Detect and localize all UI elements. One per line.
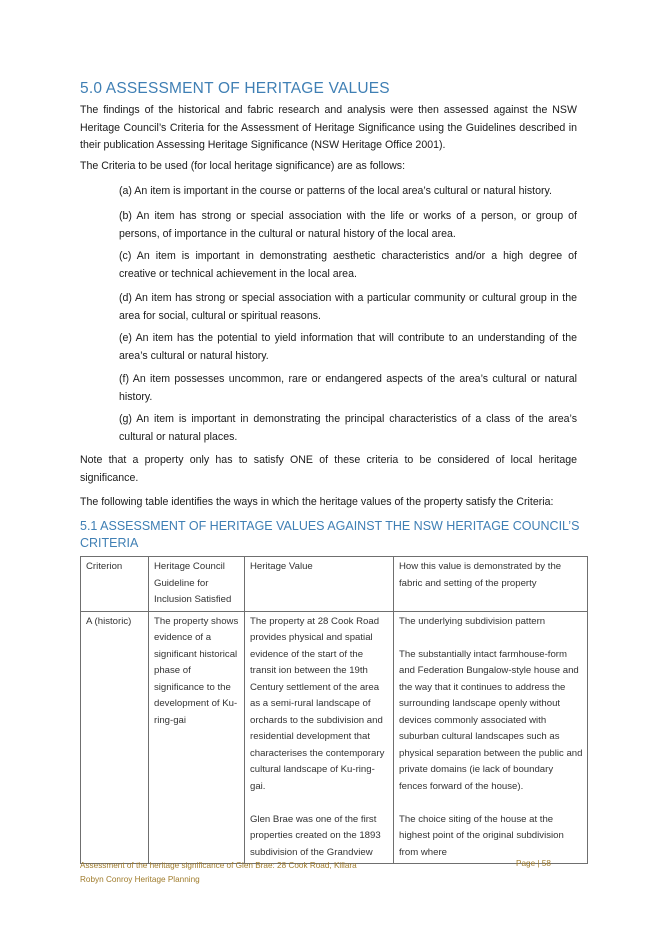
header-demonstration: How this value is demonstrated by the fabric and setting of the property (394, 557, 588, 612)
header-heritage-value: Heritage Value (245, 557, 394, 612)
header-criterion: Criterion (81, 557, 149, 612)
heritage-value-paragraph-1: The property at 28 Cook Road provides physical and spatial evidence of the start of the transit ion between the 19th Century settlement of the area as a semi-rural landscape of orchards to the subdivision and residential development that characterises the contemporary cultural landscape of Ku-ring-gai. (250, 615, 385, 792)
criterion-f: (f) An item possesses uncommon, rare or endangered aspects of the area’s cultural or natural history. (119, 373, 577, 403)
page-number: Page | 58 (516, 859, 551, 868)
criterion-b: (b) An item has strong or special association with the life or works of a person, or group of persons, of importance in the cultural or natural history of the local area. (119, 210, 577, 240)
table-row (81, 611, 588, 864)
table-header-row (81, 557, 588, 612)
demonstration-paragraph-3: The choice siting of the house at the highest point of the original subdivision from where (399, 813, 564, 858)
intro-paragraph: The findings of the historical and fabric research and analysis were then assessed against the NSW Heritage Council’s Criteria for the Assessment of Heritage Significance using the Guidelines described in their publication Assessing Heritage Significance (NSW Heritage Office 2001). (80, 104, 577, 151)
criteria-lead: The Criteria to be used (for local heritage significance) are as follows: (80, 160, 406, 172)
criterion-e: (e) An item has the potential to yield information that will contribute to an understanding of the area’s cultural or natural history. (119, 332, 577, 362)
cell-guideline: The property shows evidence of a significant historical phase of significance to the development of Ku-ring-gai (149, 611, 245, 864)
demonstration-paragraph-1: The underlying subdivision pattern (399, 615, 546, 627)
criterion-c: (c) An item is important in demonstrating aesthetic characteristics and/or a high degree of creative or technical achievement in the local area. (119, 250, 577, 280)
demonstration-paragraph-2: The substantially intact farmhouse-form and Federation Bungalow-style house and the way that it continues to address the surrounding landscape openly without devices commonly associated with suburban cultural landscapes such as physical separation between the public and private domains (ie lack of boundary fences forward of the house). (399, 648, 583, 792)
heritage-value-paragraph-2: Glen Brae was one of the first properties created on the 1893 subdivision of the Grandview (250, 813, 381, 858)
page-footer (80, 859, 357, 886)
footer-document-title: Assessment of the heritage significance of Glen Brae: 28 Cook Road, Killara (80, 861, 357, 870)
header-guideline: Heritage Council Guideline for Inclusion Satisfied (149, 557, 245, 612)
criterion-g: (g) An item is important in demonstrating the principal characteristics of a class of the area’s cultural or natural places. (119, 413, 577, 443)
criterion-d: (d) An item has strong or special association with a particular community or cultural group in the area for social, cultural or spiritual reasons. (119, 292, 577, 322)
section-heading: 5.0 ASSESSMENT OF HERITAGE VALUES (80, 80, 390, 97)
subsection-heading: 5.1 ASSESSMENT OF HERITAGE VALUES AGAINST THE NSW HERITAGE COUNCIL’S CRITERIA (80, 519, 580, 550)
cell-demonstration (394, 611, 588, 864)
footer-author: Robyn Conroy Heritage Planning (80, 874, 200, 884)
note-paragraph: Note that a property only has to satisfy ONE of these criteria to be considered of local heritage significance. (80, 454, 577, 484)
cell-criterion: A (historic) (81, 611, 149, 864)
cell-heritage-value (245, 611, 394, 864)
criteria-table (80, 556, 588, 864)
table-lead: The following table identifies the ways in which the heritage values of the property satisfy the Criteria: (80, 496, 554, 508)
criterion-a: (a) An item is important in the course or patterns of the local area’s cultural or natural history. (119, 185, 552, 197)
